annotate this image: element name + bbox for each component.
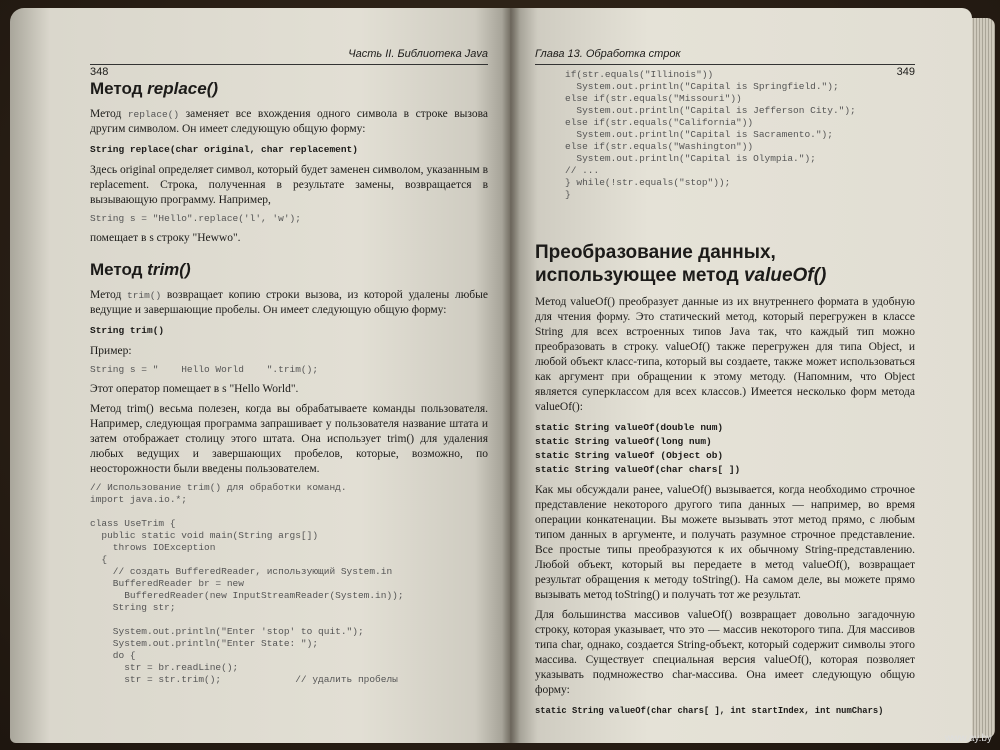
valueof-paragraph-1: Метод valueOf() преобразует данные из их внутреннего формата в удобную для чтения форму. Это статический метод, который перегружен в классе String для всех встроенных типов Java так, что каждый тип можно преобразовать в строку. valueOf() также перегружен для типа Object, и любой объект класс-типа, который вы создаете, также может использоваться как аргумент при обращении к этому методу. (Напомним, что Object является суперклассом для всех классов.) Имеется несколько форм метода valueOf(): bbox=[535, 296, 915, 413]
replace-example: String s = "Hello".replace('l', 'w'); bbox=[90, 213, 301, 224]
right-running-head bbox=[535, 48, 915, 78]
trim-paragraph-3: Метод trim() весьма полезен, когда вы обрабатываете команды пользователя. Например, следующая программа запрашивает у пользователя название штата и затем отображает столицу этого штата. Она использует trim() для удаления любых ведущих и завершающих пробелов, которые, возможно, по неосторожности были введены пользователем. bbox=[90, 403, 488, 475]
code-listing: // Использование trim() для обработки команд. import java.io.*; class UseTrim { public static void main(String args[]) throws IOException { // создать BufferedReader, использующий System.in BufferedReader br = new BufferedReader(new InputStreamReader(System.in)); String str; System.out.println("Enter 'stop' to quit."); System.out.println("Enter State: "); do { str = br.readLine(); str = str.trim(); // удалить пробелы bbox=[90, 482, 404, 685]
left-running-head bbox=[90, 48, 488, 78]
valueof-paragraph-3: Для большинства массивов valueOf() возвращает довольно загадочную строку, которая указывает, что это — массив некоторого типа. Для массивов типа char, однако, создается String-объект, который содержит символы этого массива. Существует специальная версия valueOf(), которая позволяет указывать подмножество char-массива. Она имеет следующую общую форму: bbox=[535, 609, 915, 696]
replace-signature: String replace(char original, char replacement) bbox=[90, 144, 358, 155]
book-spine-shadow bbox=[502, 8, 520, 748]
trim-paragraph-2: Этот оператор помещает в s "Hello World". bbox=[90, 383, 299, 395]
replace-heading: Метод replace() bbox=[90, 79, 219, 98]
replace-paragraph-3: помещает в s строку "Hewwo". bbox=[90, 232, 241, 244]
trim-example-label: Пример: bbox=[90, 345, 132, 357]
trim-example: String s = " Hello World ".trim(); bbox=[90, 364, 319, 375]
left-header-rule bbox=[90, 64, 488, 65]
left-page bbox=[10, 8, 510, 743]
open-book bbox=[10, 8, 995, 750]
right-running-head-title: Глава 13. Обработка строк bbox=[535, 48, 681, 60]
trim-heading: Метод trim() bbox=[90, 260, 191, 279]
replace-paragraph-2: Здесь original определяет символ, который будет заменен символом, указанным в replacement. Строка, полученная в результате замены, возвращается в вызывающую программу. Например, bbox=[90, 164, 488, 206]
right-page bbox=[510, 8, 972, 743]
watermark: www.ay.by bbox=[944, 733, 992, 744]
valueof-signatures: static String valueOf(double num) static String valueOf(long num) static String valueOf (Object ob) static String valueOf(char chars[ ]) bbox=[535, 422, 741, 475]
code-continued: if(str.equals("Illinois")) System.out.println("Capital is Springfield."); else if(str.equals("Missouri")) System.out.println("Capital is Jefferson City."); else if(str.equals("California")) System.out.println("Capital is Sacramento."); else if(str.equals("Washington")) System.out.println("Capital is Olympia."); // ... } while(!str.equals("stop")); } bbox=[565, 69, 856, 200]
page-edges bbox=[968, 18, 995, 738]
right-page-content bbox=[535, 48, 915, 724]
trim-paragraph-1: Метод trim() возвращает копию строки вызова, из которой удалены любые ведущие и завершающие пробелы. Он имеет следующую общую форму: bbox=[90, 289, 488, 316]
left-page-number: 348 bbox=[90, 66, 109, 78]
valueof-last-signature: static String valueOf(char chars[ ], int startIndex, int numChars) bbox=[535, 706, 884, 716]
right-page-number: 349 bbox=[896, 66, 915, 78]
valueof-paragraph-2: Как мы обсуждали ранее, valueOf() вызывается, когда необходимо строчное представление некоторого другого типа данных — например, во время операции конкатенации. Вы можете вызывать этот метод прямо, с любым типом данных в аргументе, и получать разумное строчное представление. Все простые типы преобразуются к их обычному String-представлению. Любой объект, который вы передаете в метод valueOf(), возвращает результат обращения к методу toString(). На самом деле, вы можете прямо вызывать метод toString() и получать тот же результат. bbox=[535, 484, 915, 601]
valueof-heading: Преобразование данных, использующее метод valueOf() bbox=[535, 242, 827, 286]
left-page-content bbox=[90, 48, 488, 692]
left-running-head-title: Часть II. Библиотека Java bbox=[348, 48, 488, 60]
right-header-rule bbox=[535, 64, 915, 65]
replace-paragraph-1: Метод replace() заменяет все вхождения одного символа в строке вызова другим символом. Он имеет следующую общую форму: bbox=[90, 108, 489, 135]
trim-signature: String trim() bbox=[90, 325, 165, 336]
